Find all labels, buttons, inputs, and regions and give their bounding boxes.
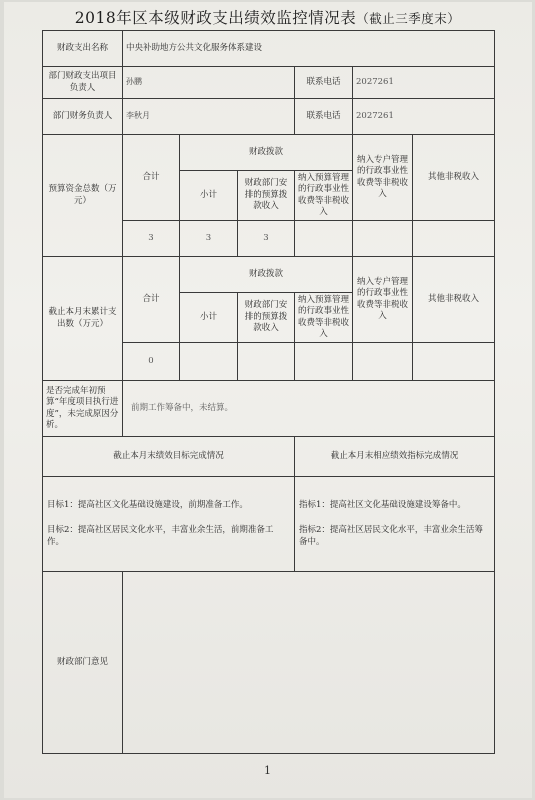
progress-row bbox=[43, 381, 495, 437]
cumulative-special-header: 纳入专户管理的行政事业性收费等非税收入 bbox=[353, 257, 413, 343]
budget-special-value bbox=[353, 221, 413, 257]
indicator-1-text: 指标1：提高社区文化基础设施建设筹备中。 bbox=[299, 499, 466, 510]
budget-subtotal-header: 小计 bbox=[180, 171, 238, 221]
goals-left-header: 截止本月末绩效目标完成情况 bbox=[43, 437, 295, 477]
finance-head-phone: 2027261 bbox=[353, 99, 495, 135]
page-title: 2018年区本级财政支出绩效监控情况表（截止三季度末） bbox=[74, 9, 461, 27]
budget-other-header: 其他非税收入 bbox=[413, 135, 495, 221]
budget-other-value bbox=[413, 221, 495, 257]
dept-head-name: 孙鹏 bbox=[123, 67, 295, 99]
page-number: 1 bbox=[264, 764, 271, 777]
finance-head-row bbox=[43, 99, 495, 135]
budget-fiscal-header: 财政拨款 bbox=[180, 135, 353, 171]
progress-label: 是否完成年初预算“年度项目执行进度”，未完成原因分析。 bbox=[43, 381, 123, 437]
budget-total-value: 3 bbox=[123, 221, 180, 257]
cumulative-other-value bbox=[413, 343, 495, 381]
dept-head-label: 部门财政支出项目负责人 bbox=[43, 67, 123, 99]
progress-value: 前期工作筹备中，未结算。 bbox=[123, 381, 495, 437]
dept-head-phone: 2027261 bbox=[353, 67, 495, 99]
goals-left-content bbox=[43, 477, 295, 572]
budget-subtotal-value: 3 bbox=[180, 221, 238, 257]
page-subtitle: （截止三季度末） bbox=[356, 11, 461, 26]
dept-head-phone-label: 联系电话 bbox=[295, 67, 353, 99]
finance-head-name: 李秋月 bbox=[123, 99, 295, 135]
cumulative-arranged-header: 财政部门安排的预算拨款收入 bbox=[238, 293, 295, 343]
budget-arranged-value: 3 bbox=[238, 221, 295, 257]
project-label: 财政支出名称 bbox=[43, 31, 123, 67]
budget-total-header: 合计 bbox=[123, 135, 180, 221]
budget-label: 预算资金总数（万元） bbox=[43, 135, 123, 257]
goal-2-text: 目标2：提高社区居民文化水平，丰富业余生活，前期准备工作。 bbox=[47, 525, 274, 547]
finance-head-label: 部门财务负责人 bbox=[43, 99, 123, 135]
budget-header-row bbox=[43, 135, 495, 171]
goals-header-row bbox=[43, 437, 495, 477]
cumulative-total-value: 0 bbox=[123, 343, 180, 381]
budget-arranged-header: 财政部门安排的预算拨款收入 bbox=[238, 171, 295, 221]
cumulative-other-header: 其他非税收入 bbox=[413, 257, 495, 343]
monitoring-form-table bbox=[42, 30, 495, 754]
opinion-label: 财政部门意见 bbox=[43, 572, 123, 754]
cumulative-subtotal-header: 小计 bbox=[180, 293, 238, 343]
budget-admin-fee-header: 纳入预算管理的行政事业性收费等非税收入 bbox=[295, 171, 353, 221]
cumulative-admin-fee-header: 纳入预算管理的行政事业性收费等非税收入 bbox=[295, 293, 353, 343]
goals-content-row bbox=[43, 477, 495, 572]
budget-admin-fee-value bbox=[295, 221, 353, 257]
cumulative-label: 截止本月末累计支出数（万元） bbox=[43, 257, 123, 381]
project-row bbox=[43, 31, 495, 67]
finance-head-phone-label: 联系电话 bbox=[295, 99, 353, 135]
dept-head-row bbox=[43, 67, 495, 99]
cumulative-special-value bbox=[353, 343, 413, 381]
cumulative-total-header: 合计 bbox=[123, 257, 180, 343]
goals-right-header: 截止本月末相应绩效指标完成情况 bbox=[295, 437, 495, 477]
cumulative-arranged-value bbox=[238, 343, 295, 381]
goal-1-text: 目标1：提高社区文化基础设施建设，前期准备工作。 bbox=[47, 499, 248, 510]
opinion-row bbox=[43, 572, 495, 754]
cumulative-subtotal-value bbox=[180, 343, 238, 381]
goals-right-content bbox=[295, 477, 495, 572]
indicator-2-text: 指标2：提高社区居民文化水平，丰富业余生活筹备中。 bbox=[299, 525, 483, 547]
opinion-value bbox=[123, 572, 495, 754]
cumulative-fiscal-header: 财政拨款 bbox=[180, 257, 353, 293]
project-name-value: 中央补助地方公共文化服务体系建设 bbox=[123, 31, 495, 67]
cumulative-header-row bbox=[43, 257, 495, 293]
cumulative-admin-fee-value bbox=[295, 343, 353, 381]
budget-special-header: 纳入专户管理的行政事业性收费等非税收入 bbox=[353, 135, 413, 221]
